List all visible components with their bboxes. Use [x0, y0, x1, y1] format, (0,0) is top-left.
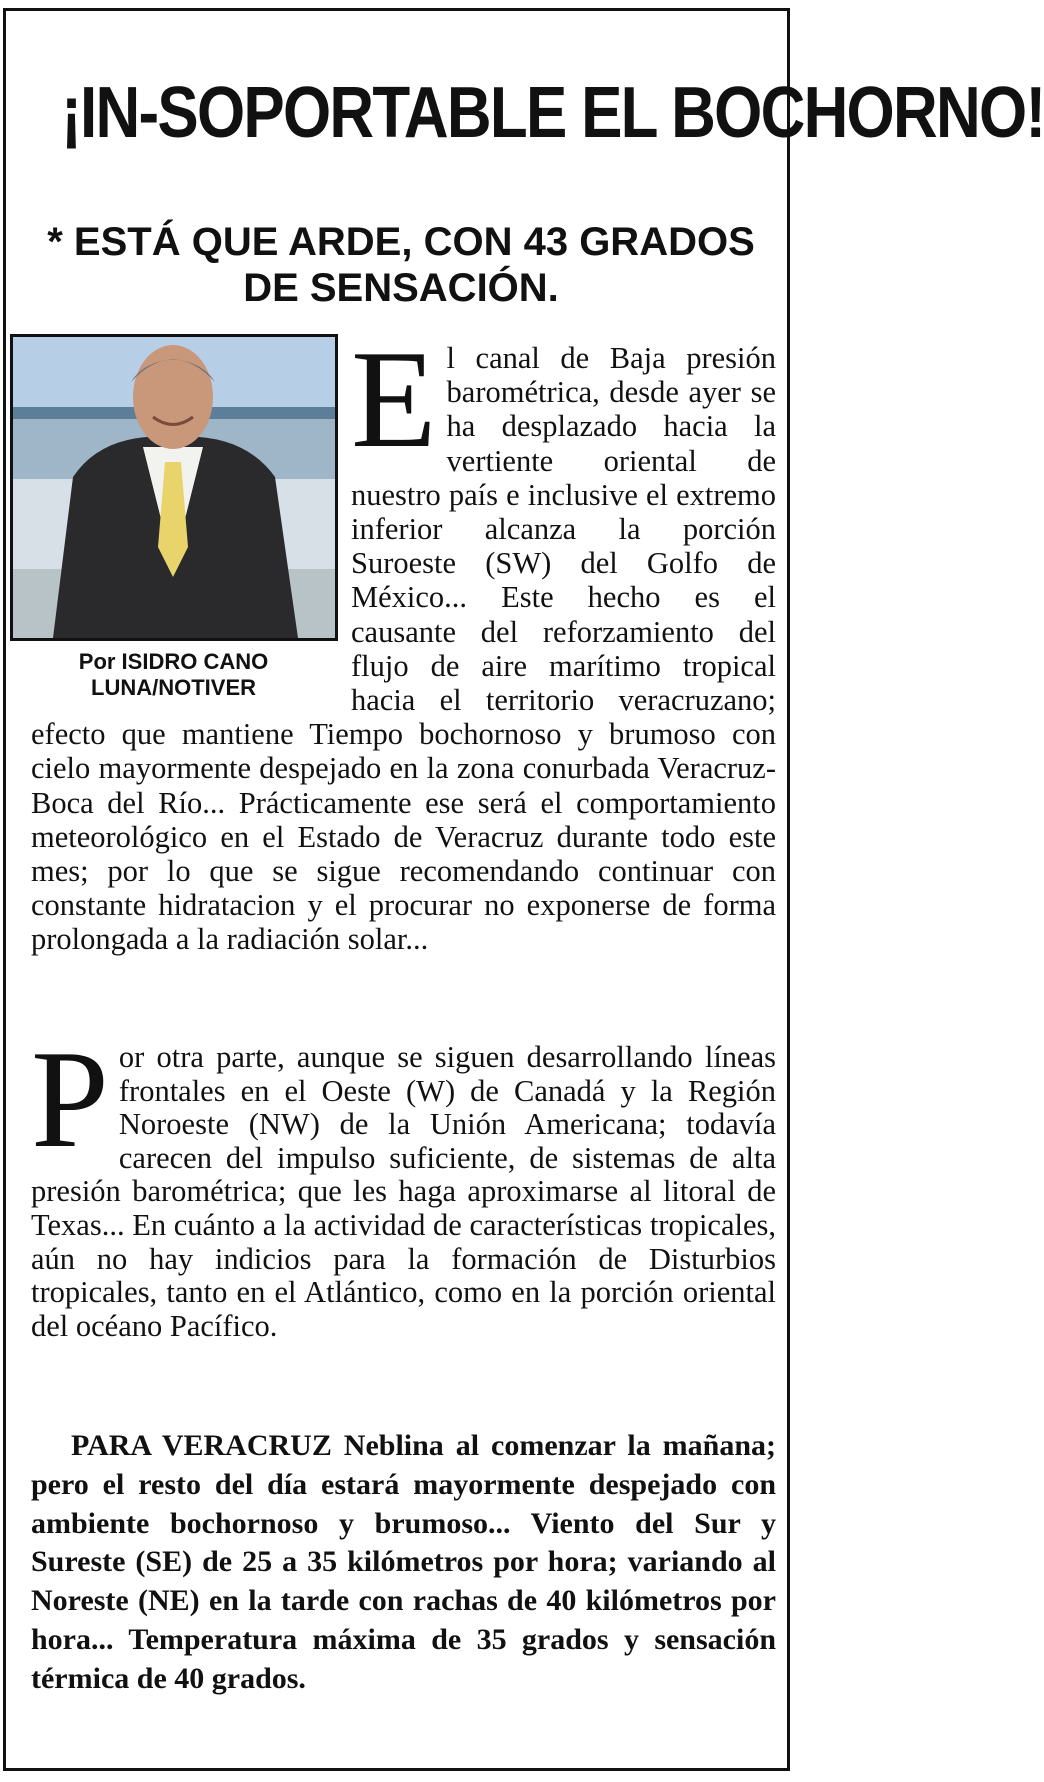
- paragraph-1-text: l canal de Baja presión barométrica, desde ayer se ha desplazado hacia la vertiente oriental de nuestro país e inclusive el extremo inferior alcanza la porción Suroeste (SW) del Golfo de México... Este hecho es el causante del reforzamiento del flujo de aire marítimo tropical hacia el territorio veracruzano; efecto que mantiene Tiempo bochornoso y brumoso con cielo mayormente despejado en la zona conurbada Veracruz-Boca del Río... Prácticamente ese será el comportamiento meteorológico en el Estado de Veracruz durante todo este mes; por lo que se sigue recomendando continuar con constante hidratacion y el procurar no exponerse de forma prolongada a la radiación solar...: [31, 341, 776, 957]
- subheadline: * ESTÁ QUE ARDE, CON 43 GRADOS DE SENSACIÓN.: [47, 220, 755, 310]
- article-frame: [3, 8, 1044, 1771]
- photo-spacer: [31, 341, 351, 696]
- byline: Por ISIDRO CANO LUNA/NOTIVER: [78, 649, 269, 700]
- paragraph-3-forecast: [31, 1427, 776, 1699]
- paragraph-1: [31, 322, 776, 957]
- headline: ¡IN-SOPORTABLE EL BOCHORNO!: [61, 73, 1044, 153]
- paragraph-2-text: or otra parte, aunque se siguen desarrollando líneas frontales en el Oeste (W) de Canadá y la Región Noroeste (NW) de la Unión Americana; todavía carecen del impulso suficiente, de sistemas de alta presión barométrica; que les haga aproximarse al litoral de Texas... En cuánto a la actividad de características tropicales, aún no hay indicios para la formación de Disturbios tropicales, tanto en el Atlántico, como en la porción oriental del océano Pacífico.: [31, 1040, 776, 1343]
- paragraph-2: [31, 1022, 776, 1343]
- dropcap-e: E: [351, 322, 437, 477]
- dropcap-p: P: [31, 1022, 109, 1177]
- paragraph-3-text: PARA VERACRUZ Neblina al comenzar la mañana; pero el resto del día estará mayormente despejado con ambiente bochornoso y brumoso... Viento del Sur y Sureste (SE) de 25 a 35 kilómetros por hora; variando al Noreste (NE) en la tarde con rachas de 40 kilómetros por hora... Temperatura máxima de 35 grados y sensación térmica de 40 grados.: [31, 1429, 776, 1695]
